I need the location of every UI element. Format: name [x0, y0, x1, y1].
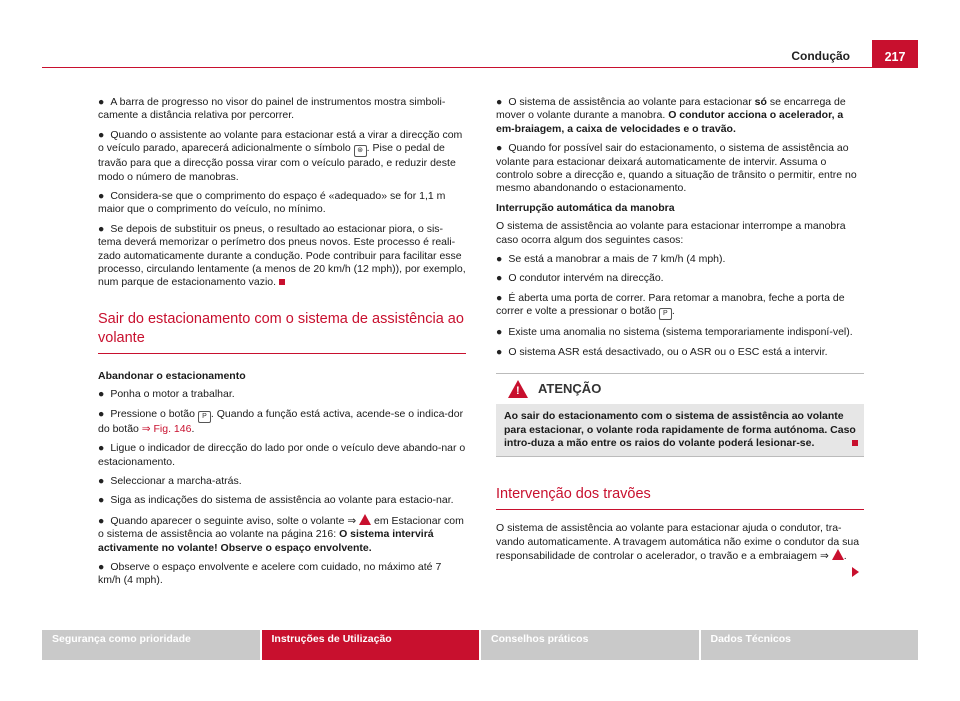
- tab-technical-data[interactable]: Dados Técnicos: [701, 630, 919, 660]
- list-item: ● A barra de progresso no visor do painel de instrumentos mostra simboli-camente a distância relativa por percorrer.: [98, 96, 446, 122]
- left-column: [98, 96, 466, 594]
- list-item: ● Observe o espaço envolvente e acelere com cuidado, no máximo até 7 km/h (4 mph).: [98, 560, 442, 587]
- list-item: ● Quando aparecer o seguinte aviso, solte o volante ⇒ em Estacionar com o sistema de assistência ao volante na página 216: O sistema intervirá activamente no volante! Observe o espaço envolvente.: [98, 514, 464, 554]
- paragraph: O sistema de assistência ao volante para estacionar ajuda o condutor, tra-vando automaticamente. A travagem automática não exime o condutor da sua responsabilidade de controlar o acelerador, o travão e a embraiagem ⇒ .: [496, 522, 860, 563]
- right-column: [496, 96, 864, 570]
- end-of-section-marker: [852, 440, 858, 446]
- list-item-text: Quando o assistente ao volante para estacionar está a virar a direcção com o veículo parado, aparecerá adicionalmente o símbolo: [98, 128, 463, 155]
- page-number: 217: [872, 40, 918, 68]
- list-item-text: só: [754, 96, 767, 108]
- figure-link[interactable]: ⇒ Fig. 146: [141, 422, 192, 435]
- warning-text: Ao sair do estacionamento com o sistema de assistência ao volante para estacionar, o volante roda rapidamente de forma autónoma. Caso intro-duza a mão entre os raios do volante poderá lesionar-se.: [496, 404, 864, 456]
- list-item-text: Considera-se que o comprimento do espaço é «adequado» se for 1,1 m maior que o comprimento do veículo, no mínimo.: [98, 190, 446, 216]
- section-heading: Intervenção dos travões: [496, 485, 864, 510]
- list-item-text: . Quando a função está activa, acende-se o indica-dor do botão: [98, 407, 464, 435]
- list-item-text: Siga as indicações do sistema de assistência ao volante para estacio-nar.: [110, 494, 454, 507]
- list-item-text: Ligue o indicador de direcção do lado por onde o veículo deve abando-nar o estacionamento.: [98, 442, 466, 468]
- warning-icon[interactable]: [832, 549, 844, 560]
- header-rule: [42, 67, 872, 68]
- list-item: ● Pressione o botão P . Quando a função está activa, acende-se o indica-dor do botão ⇒ Fig. 146.: [98, 407, 464, 435]
- list-item: ● Ponha o motor a trabalhar.: [98, 388, 235, 401]
- list-item-text: se encarrega de mover o volante durante a manobra.: [496, 96, 846, 122]
- tab-practical-tips[interactable]: Conselhos práticos: [481, 630, 699, 660]
- list-item-text: Ponha o motor a trabalhar.: [110, 388, 235, 401]
- tab-operating-instructions[interactable]: Instruções de Utilização: [262, 630, 480, 660]
- list-item: ● Se está a manobrar a mais de 7 km/h (4 mph).: [496, 253, 726, 266]
- list-item-text: Se está a manobrar a mais de 7 km/h (4 mph).: [508, 253, 726, 266]
- list-item-text: O sistema de assistência ao volante para estacionar: [508, 96, 752, 108]
- header-title: Condução: [791, 49, 850, 63]
- list-item-text: Quando for possível sair do estacionamento, o sistema de assistência ao volante para estacionar deixará automaticamente de intervir. Assuma o controlo sobre a direcção e, quando a situação de trânsito o permitir, entre no mesmo abandonando o estacionamento.: [496, 142, 857, 195]
- list-item-text: O condutor acciona o acelerador, a em-braiagem, a caixa de velocidades e o travão.: [496, 109, 844, 135]
- list-item: ● Quando for possível sair do estacionamento, o sistema de assistência ao volante para estacionar deixará automaticamente de intervir. Assuma o controlo sobre a direcção e, quando a situação de trânsito o permitir, entre no mesmo abandonando o estacionamento.: [496, 142, 857, 195]
- list-item: ● O condutor intervém na direcção.: [496, 272, 664, 285]
- subheading: Abandonar o estacionamento: [98, 369, 246, 382]
- list-item: ● Existe uma anomalia no sistema (sistema temporariamente indisponí-vel).: [496, 326, 853, 339]
- footer-tabs: [42, 630, 918, 660]
- warning-box: [496, 373, 864, 457]
- list-item-text: .: [671, 305, 675, 318]
- section-heading: Sair do estacionamento com o sistema de assistência ao volante: [98, 310, 466, 354]
- list-item: ● Se depois de substituir os pneus, o resultado ao estacionar piora, o sis-tema deverá memorizar o perímetro dos pneus novos. Este processo é reali-zado automaticamente durante a condução. Pode contribuir para facilitar esse processo, circulando lentamente (a menos de 20 km/h (12 mph)), por exemplo, num parque de estacionamento vazio.: [98, 222, 466, 289]
- list-item-text: O sistema ASR está desactivado, ou o ASR ou o ESC está a intervir.: [508, 345, 828, 358]
- warning-icon[interactable]: [359, 514, 371, 525]
- paragraph: O sistema de assistência ao volante para estacionar interrompe a manobra caso ocorra algum dos seguintes casos:: [496, 220, 846, 246]
- list-item-text: Se depois de substituir os pneus, o resultado ao estacionar piora, o sis-tema deverá memorizar o perímetro dos pneus novos. Este processo é reali-zado automaticamente durante a condução. Pode contribuir para facilitar esse processo, circulando lentamente (a menos de 20 km/h (12 mph)), por exemplo, num parque de estacionamento vazio.: [98, 222, 466, 289]
- park-assist-button-icon: P: [198, 411, 211, 423]
- list-item-text: .: [191, 422, 195, 435]
- park-assist-button-icon: P: [659, 308, 672, 320]
- list-item-text: em Estacionar com o sistema de assistência ao volante na página 216:: [98, 514, 464, 541]
- warning-title: ATENÇÃO: [538, 381, 602, 397]
- list-item: ● Quando o assistente ao volante para estacionar está a virar a direcção com o veículo parado, aparecerá adicionalmente o símbolo ⊛ . Pise o pedal de travão para que a direcção possa virar com o veículo parado, e reduzir deste modo o número de manobras.: [98, 128, 463, 183]
- list-item: ● Siga as indicações do sistema de assistência ao volante para estacio-nar.: [98, 494, 454, 507]
- list-item: ● É aberta uma porta de correr. Para retomar a manobra, feche a porta de correr e volte a pressionar o botão P .: [496, 292, 864, 320]
- list-item-text: Existe uma anomalia no sistema (sistema temporariamente indisponí-vel).: [508, 326, 853, 339]
- tab-safety[interactable]: Segurança como prioridade: [42, 630, 260, 660]
- list-item: ● O sistema de assistência ao volante para estacionar só se encarrega de mover o volante durante a manobra. O condutor acciona o acelerador, a em-braiagem, a caixa de velocidades e o travão.: [496, 96, 846, 135]
- list-item-text: Seleccionar a marcha-atrás.: [110, 474, 242, 487]
- list-item: ● O sistema ASR está desactivado, ou o ASR ou o ESC está a intervir.: [496, 345, 828, 358]
- list-item-text: Pressione o botão: [110, 407, 195, 420]
- warning-triangle-icon: !: [508, 380, 528, 398]
- continue-arrow-icon: [852, 567, 859, 577]
- list-item-text: O sistema intervirá activamente no volante! Observe o espaço envolvente.: [98, 528, 434, 554]
- list-item: ● Ligue o indicador de direcção do lado por onde o veículo deve abando-nar o estacionamento.: [98, 442, 466, 468]
- steering-symbol-icon: ⊛: [354, 145, 367, 157]
- list-item: ● Seleccionar a marcha-atrás.: [98, 474, 242, 487]
- list-item: ● Considera-se que o comprimento do espaço é «adequado» se for 1,1 m maior que o comprimento do veículo, no mínimo.: [98, 190, 446, 216]
- list-item-text: Quando aparecer o seguinte aviso, solte o volante ⇒: [110, 514, 357, 527]
- list-item-text: Observe o espaço envolvente e acelere com cuidado, no máximo até 7 km/h (4 mph).: [98, 560, 442, 587]
- paragraph-text: O sistema de assistência ao volante para estacionar ajuda o condutor, tra-vando automaticamente. A travagem automática não exime o condutor da sua responsabilidade de controlar o acelerador, o travão e a embraiagem: [496, 522, 860, 563]
- list-item-text: A barra de progresso no visor do painel de instrumentos mostra simboli-camente a distância relativa por percorrer.: [98, 96, 446, 122]
- warning-header: [496, 374, 864, 404]
- list-item-text: O condutor intervém na direcção.: [508, 272, 664, 285]
- list-item-text: É aberta uma porta de correr. Para retomar a manobra, feche a porta de correr e volte a pressionar o botão: [496, 291, 845, 318]
- end-of-section-marker: [279, 279, 285, 285]
- paragraph-text: ⇒: [819, 550, 829, 563]
- list-item-text: . Pise o pedal de travão para que a direcção possa virar com o veículo parado, e reduzir deste modo o número de manobras.: [98, 142, 456, 183]
- subheading: Interrupção automática da manobra: [496, 201, 675, 214]
